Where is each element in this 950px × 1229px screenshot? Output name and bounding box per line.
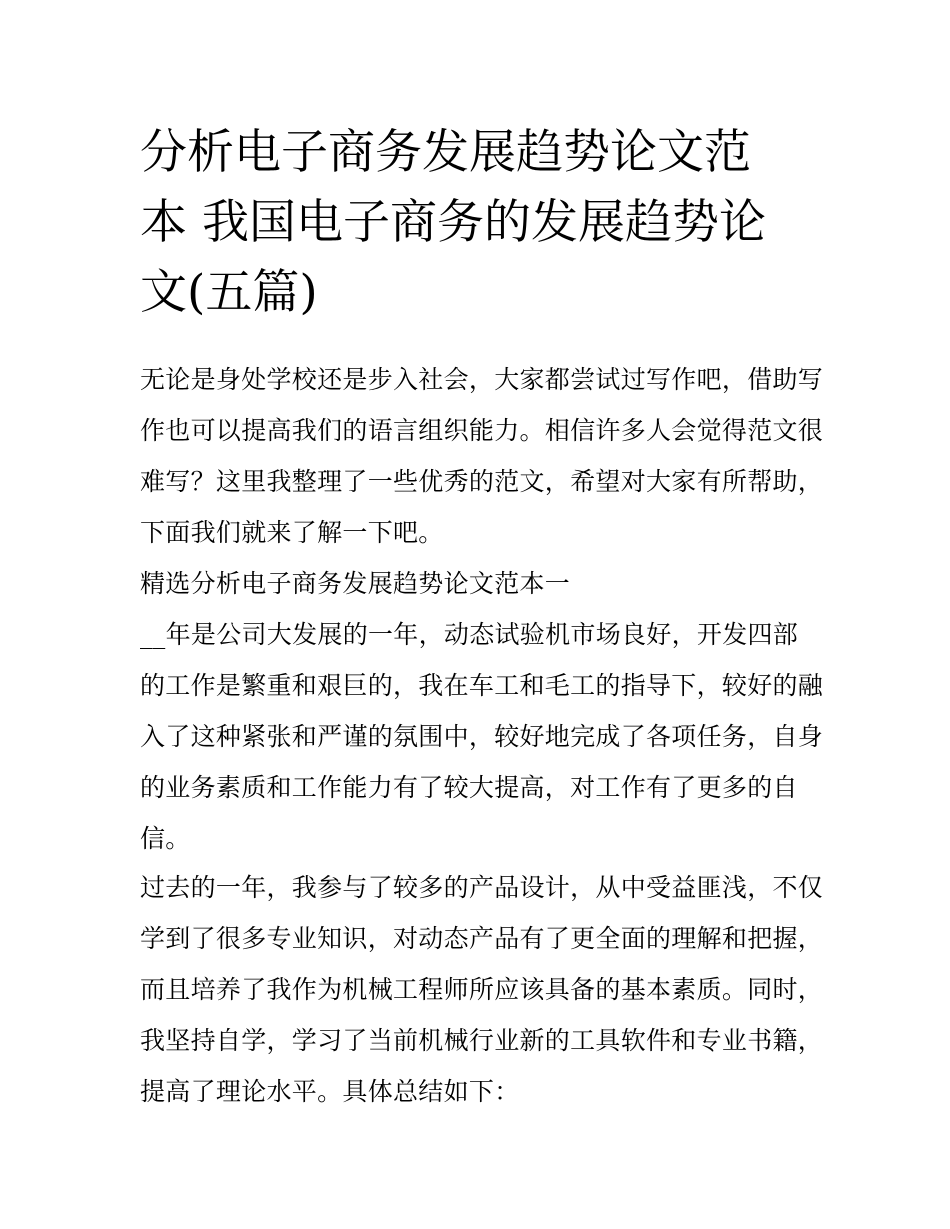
title-line: 文(五篇) xyxy=(140,265,318,320)
text-line: 精选分析电子商务发展趋势论文范本一 xyxy=(140,569,571,598)
text-line: 的工作是繁重和艰巨的，我在车工和毛工的指导下，较好的融 xyxy=(140,671,824,700)
text-line: 难写？这里我整理了一些优秀的范文，希望对大家有所帮助， xyxy=(140,467,824,496)
text-line: 的业务素质和工作能力有了较大提高，对工作有了更多的自 xyxy=(140,773,798,802)
text-line: 我坚持自学，学习了当前机械行业新的工具软件和专业书籍， xyxy=(140,1026,824,1055)
text-line: 提高了理论水平。具体总结如下： xyxy=(140,1077,520,1106)
intro-paragraph xyxy=(140,354,824,558)
text-line: 学到了很多专业知识，对动态产品有了更全面的理解和把握， xyxy=(140,924,824,953)
text-line: 入了这种紧张和严谨的氛围中，较好地完成了各项任务，自身 xyxy=(140,722,824,751)
title-line: 本 我国电子商务的发展趋势论 xyxy=(140,195,766,250)
document-title xyxy=(140,118,820,328)
text-line: __年是公司大发展的一年，动态试验机市场良好，开发四部 xyxy=(140,620,799,649)
text-line: 下面我们就来了解一下吧。 xyxy=(140,518,444,547)
text-line: 信。 xyxy=(140,824,191,853)
paragraph-1 xyxy=(140,609,824,864)
text-line: 无论是身处学校还是步入社会，大家都尝试过写作吧，借助写 xyxy=(140,365,824,394)
title-line: 分析电子商务发展趋势论文范 xyxy=(140,125,751,180)
section-heading xyxy=(140,558,820,609)
paragraph-2 xyxy=(140,862,824,1117)
text-line: 过去的一年，我参与了较多的产品设计，从中受益匪浅，不仅 xyxy=(140,873,824,902)
text-line: 而且培养了我作为机械工程师所应该具备的基本素质。同时， xyxy=(140,975,824,1004)
text-line: 作也可以提高我们的语言组织能力。相信许多人会觉得范文很 xyxy=(140,416,824,445)
